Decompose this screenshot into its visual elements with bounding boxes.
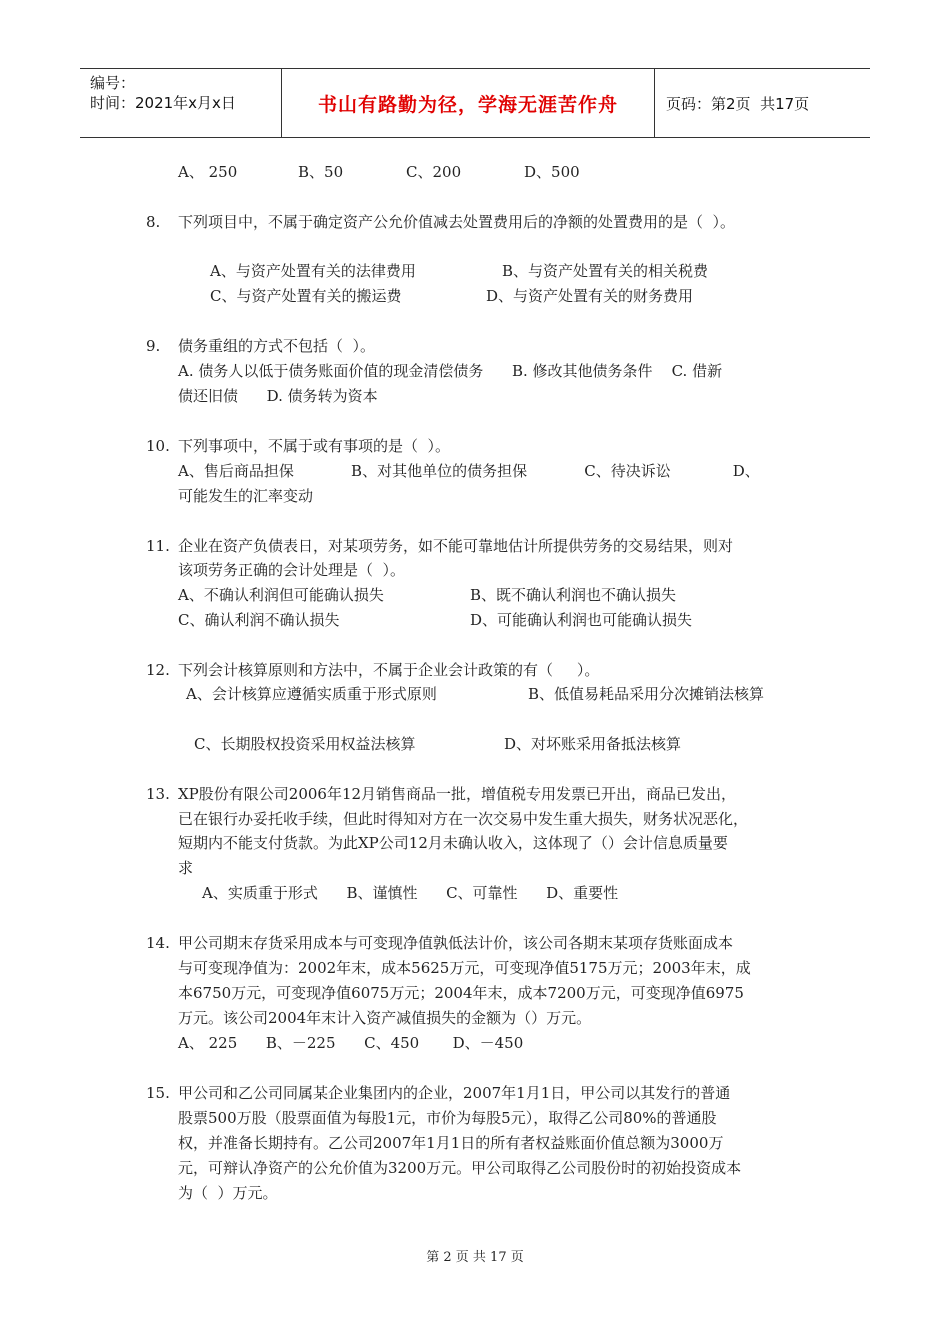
date-label: 时间：2021年x月x日 [90, 94, 236, 112]
question-stem: 元，可辩认净资产的公允价值为3200万元。甲公司取得乙公司股份时的初始投资成本 [178, 1159, 742, 1177]
page-header [80, 68, 870, 138]
q12-option-c: C、长期股权投资采用权益法核算 [194, 735, 416, 753]
q7-option-d: D、500 [524, 163, 580, 181]
q11-option-b: B、既不确认利润也不确认损失 [470, 586, 677, 604]
question-number: 14. [146, 934, 170, 952]
question-stem: 下列事项中，不属于或有事项的是（ ）。 [178, 437, 451, 455]
question-stem: 债务重组的方式不包括（ ）。 [178, 337, 376, 355]
q7-option-b: B、50 [298, 163, 344, 181]
question-stem: 已在银行办妥托收手续，但此时得知对方在一次交易中发生重大损失，财务状况恶化， [178, 810, 749, 828]
question-stem: 甲公司和乙公司同属某企业集团内的企业，2007年1月1日，甲公司以其发行的普通 [178, 1084, 731, 1102]
page-footer: 第 2 页 共 17 页 [426, 1250, 524, 1265]
question-number: 12. [146, 661, 170, 679]
question-stem: 甲公司期末存货采用成本与可变现净值孰低法计价，该公司各期末某项存货账面成本 [178, 934, 734, 952]
question-stem: 企业在资产负债表日，对某项劳务，如不能可靠地估计所提供劳务的交易结果，则对 [178, 537, 734, 555]
header-motto: 书山有路勤为径，学海无涯苦作舟 [317, 93, 618, 116]
question-number: 11. [146, 537, 170, 555]
question-stem: 股票500万股（股票面值为每股1元，市价为每股5元），取得乙公司80%的普通股 [178, 1109, 717, 1127]
question-number: 15. [146, 1084, 170, 1102]
question-stem: 求 [178, 859, 194, 877]
question-number: 13. [146, 785, 170, 803]
q10-options-line: 可能发生的汇率变动 [178, 487, 314, 505]
q7-option-c: C、200 [406, 163, 462, 181]
q9-options-line: A. 债务人以低于债务账面价值的现金清偿债务 B. 修改其他债务条件 C. 借新 [178, 362, 723, 380]
question-stem: 万元。该公司2004年末计入资产减值损失的金额为（）万元。 [178, 1009, 592, 1027]
header-page-label: 页码：第2页 共17页 [666, 95, 810, 113]
number-label: 编号： [90, 74, 136, 92]
question-stem: 为（ ）万元。 [178, 1184, 278, 1202]
q8-option-a: A、与资产处置有关的法律费用 [210, 262, 416, 280]
q8-option-c: C、与资产处置有关的搬运费 [210, 287, 402, 305]
q13-options-line: A、实质重于形式 B、谨慎性 C、可靠性 D、重要性 [202, 884, 619, 902]
question-number: 8. [146, 213, 161, 231]
q14-options-line: A、 225 B、－225 C、450 D、－450 [178, 1034, 524, 1052]
question-stem: 短期内不能支付货款。为此XP公司12月未确认收入，这体现了（）会计信息质量要 [178, 834, 728, 852]
q12-option-d: D、对坏账采用备抵法核算 [504, 735, 682, 753]
header-meta [90, 73, 236, 113]
question-stem: 下列项目中，不属于确定资产公允价值减去处置费用后的净额的处置费用的是（ ）。 [178, 213, 736, 231]
question-stem: 下列会计核算原则和方法中，不属于企业会计政策的有（ ）。 [178, 661, 600, 679]
q7-option-a: A、 250 [178, 163, 238, 181]
header-divider [654, 69, 655, 137]
question-number: 10. [146, 437, 170, 455]
q8-option-d: D、与资产处置有关的财务费用 [486, 287, 694, 305]
q11-option-d: D、可能确认利润也可能确认损失 [470, 611, 693, 629]
q12-option-a: A、会计核算应遵循实质重于形式原则 [186, 685, 437, 703]
q8-option-b: B、与资产处置有关的相关税费 [502, 262, 709, 280]
q10-options-line: A、售后商品担保 B、对其他单位的债务担保 C、待决诉讼 D、 [178, 462, 760, 480]
question-stem: 本6750万元，可变现净值6075万元；2004年末，成本7200万元，可变现净值6975 [178, 984, 744, 1002]
q11-option-c: C、确认利润不确认损失 [178, 611, 340, 629]
question-stem: XP股份有限公司2006年12月销售商品一批，增值税专用发票已开出，商品已发出， [178, 785, 737, 803]
q11-option-a: A、不确认利润但可能确认损失 [178, 586, 384, 604]
q12-option-b: B、低值易耗品采用分次摊销法核算 [528, 685, 765, 703]
question-number: 9. [146, 337, 161, 355]
question-stem: 该项劳务正确的会计处理是（ ）。 [178, 561, 406, 579]
question-stem: 与可变现净值为：2002年末，成本5625万元，可变现净值5175万元；2003年末，成 [178, 959, 751, 977]
q9-options-line: 债还旧债 D. 债务转为资本 [178, 387, 378, 405]
question-stem: 权，并准备长期持有。乙公司2007年1月1日的所有者权益账面价值总额为3000万 [178, 1134, 724, 1152]
